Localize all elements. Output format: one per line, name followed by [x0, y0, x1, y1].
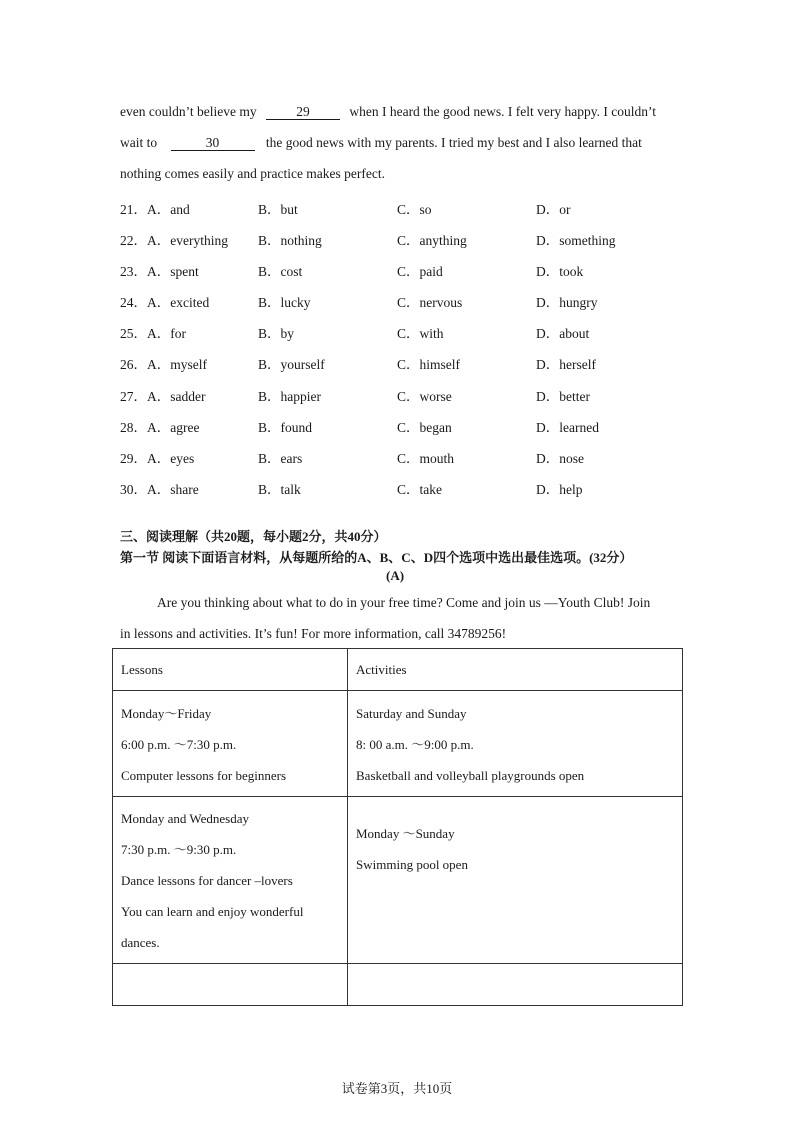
- lessons-cell: [113, 797, 348, 964]
- passage-text: the good news with my parents. I tried my best and I also learned that: [265, 135, 642, 150]
- question-row: [120, 260, 680, 278]
- question-number: 21．: [120, 202, 147, 217]
- question-number: 27．: [120, 389, 147, 404]
- activities-cell: [348, 691, 683, 797]
- option-c: C．anything: [397, 233, 467, 248]
- question-number: 23．: [120, 264, 147, 279]
- option-b: B．lucky: [258, 295, 311, 310]
- option-d: D．help: [536, 482, 583, 497]
- question-row: [120, 322, 680, 340]
- question-row: [120, 416, 680, 434]
- cell-line: Basketball and volleyball playgrounds open: [356, 768, 585, 783]
- option-d: D．hungry: [536, 295, 598, 310]
- question-row: [120, 447, 680, 465]
- blank-30: 30: [171, 136, 255, 151]
- option-d: D．took: [536, 264, 584, 279]
- option-b: B．found: [258, 420, 312, 435]
- question-number: 22．: [120, 233, 147, 248]
- passage-line-2: [120, 135, 642, 151]
- option-d: D．learned: [536, 420, 599, 435]
- intro-line-2: in lessons and activities. It’s fun! For more information, call 34789256!: [120, 626, 507, 641]
- lessons-cell: [113, 691, 348, 797]
- cell-line: Computer lessons for beginners: [121, 768, 287, 783]
- option-c: C．began: [397, 420, 452, 435]
- header-lessons: Lessons: [113, 649, 348, 691]
- empty-cell: [348, 964, 683, 1006]
- cell-line: dances.: [121, 935, 160, 950]
- question-number: 29．: [120, 451, 147, 466]
- cell-line: Swimming pool open: [356, 857, 468, 872]
- question-row: [120, 229, 680, 247]
- table-row-empty: [113, 964, 683, 1006]
- option-b: B．talk: [258, 482, 301, 497]
- option-d: D．or: [536, 202, 571, 217]
- option-a: A．for: [147, 326, 186, 341]
- option-d: D．better: [536, 389, 590, 404]
- option-a: A．spent: [147, 264, 199, 279]
- blank-29: 29: [266, 105, 340, 120]
- cell-line: 8: 00 a.m. ～9:00 p.m.: [356, 737, 474, 752]
- passage-label: (A): [386, 568, 405, 583]
- option-a: A．myself: [147, 357, 207, 372]
- question-row: [120, 198, 680, 216]
- question-row: [120, 478, 680, 496]
- question-number: 28．: [120, 420, 147, 435]
- option-c: C．worse: [397, 389, 452, 404]
- passage-text: even couldn’t believe my: [120, 104, 257, 119]
- cell-line: 6:00 p.m. ～7:30 p.m.: [121, 737, 237, 752]
- cell-line: Dance lessons for dancer –lovers: [121, 873, 293, 888]
- option-a: A．eyes: [147, 451, 195, 466]
- table-row: [113, 797, 683, 964]
- option-c: C．himself: [397, 357, 460, 372]
- cell-line: 7:30 p.m. ～9:30 p.m.: [121, 842, 237, 857]
- option-a: A．agree: [147, 420, 200, 435]
- option-c: C．nervous: [397, 295, 463, 310]
- option-b: B．by: [258, 326, 295, 341]
- table-row: [113, 691, 683, 797]
- option-d: D．something: [536, 233, 616, 248]
- option-b: B．happier: [258, 389, 321, 404]
- cell-line: You can learn and enjoy wonderful: [121, 904, 304, 919]
- option-a: A．and: [147, 202, 190, 217]
- option-b: B．yourself: [258, 357, 325, 372]
- question-row: [120, 385, 680, 403]
- page-footer: 试卷第3页，共10页: [341, 1081, 453, 1096]
- option-b: B．nothing: [258, 233, 322, 248]
- option-b: B．ears: [258, 451, 303, 466]
- section-title: 三、阅读理解（共20题，每小题2分，共40分）: [120, 529, 387, 544]
- cell-line: Monday ～Sunday: [356, 826, 455, 841]
- option-c: C．mouth: [397, 451, 455, 466]
- option-d: D．about: [536, 326, 590, 341]
- passage-line-3: nothing comes easily and practice makes perfect.: [120, 166, 386, 181]
- question-number: 26．: [120, 357, 147, 372]
- option-a: A．excited: [147, 295, 210, 310]
- option-a: A．share: [147, 482, 199, 497]
- passage-text: wait to: [120, 135, 158, 150]
- cell-line: Monday～Friday: [121, 706, 212, 721]
- option-d: D．nose: [536, 451, 584, 466]
- intro-line-1: Are you thinking about what to do in your free time? Come and join us —Youth Club! Join: [157, 595, 651, 610]
- option-c: C．so: [397, 202, 432, 217]
- option-b: B．cost: [258, 264, 303, 279]
- option-c: C．take: [397, 482, 442, 497]
- passage-text: when I heard the good news. I felt very happy. I couldn’t: [349, 104, 657, 119]
- section-subtitle: 第一节 阅读下面语言材料，从每题所给的A、B、C、D四个选项中选出最佳选项。(32分）: [120, 550, 633, 565]
- passage-line-1: [120, 104, 656, 120]
- option-c: C．with: [397, 326, 444, 341]
- option-b: B．but: [258, 202, 298, 217]
- question-number: 24．: [120, 295, 147, 310]
- cell-line: Saturday and Sunday: [356, 706, 467, 721]
- activities-cell: [348, 797, 683, 964]
- youth-club-table: [112, 648, 683, 1006]
- question-row: [120, 353, 680, 371]
- empty-cell: [113, 964, 348, 1006]
- option-a: A．everything: [147, 233, 228, 248]
- cell-line: Monday and Wednesday: [121, 811, 249, 826]
- table-header-row: [113, 649, 683, 691]
- header-activities: Activities: [348, 649, 683, 691]
- option-a: A．sadder: [147, 389, 206, 404]
- option-c: C．paid: [397, 264, 443, 279]
- question-number: 30．: [120, 482, 147, 497]
- question-row: [120, 291, 680, 309]
- question-number: 25．: [120, 326, 147, 341]
- option-d: D．herself: [536, 357, 596, 372]
